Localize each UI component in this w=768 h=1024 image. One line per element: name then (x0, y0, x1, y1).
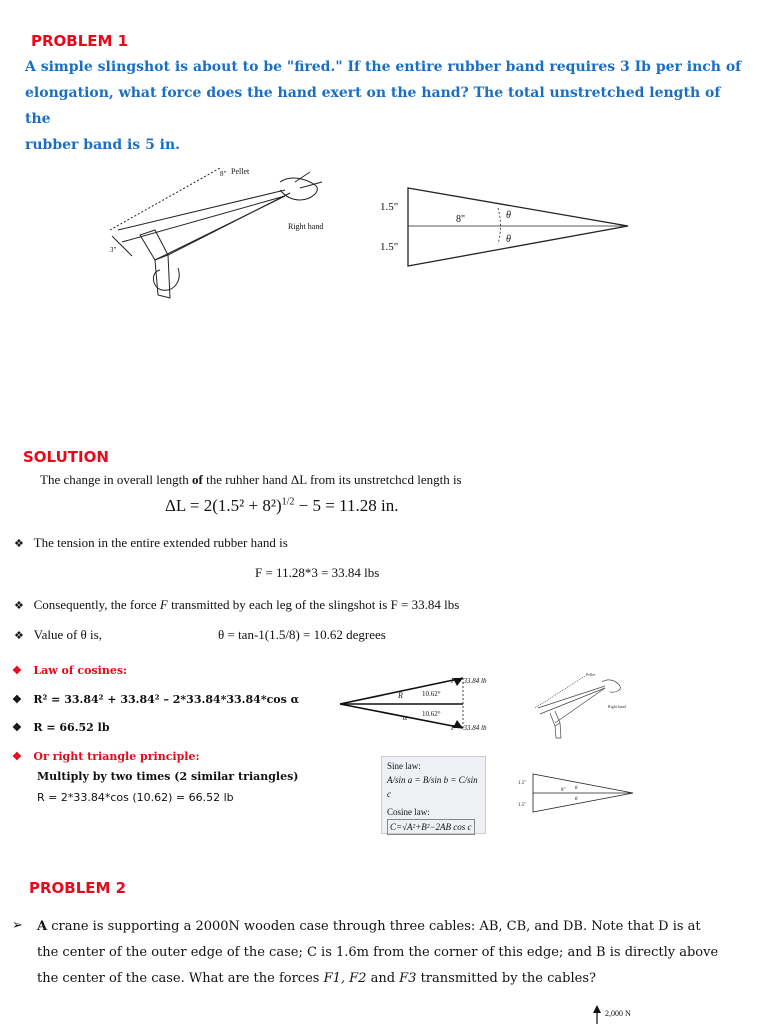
delta-lhs: ΔL = 2(1.5² + 8²) (165, 496, 282, 515)
r-value-line (12, 721, 110, 734)
band-upper-inner (122, 196, 285, 242)
force-diagram (335, 668, 515, 740)
diamond-bullet-icon: ❖ (14, 600, 24, 612)
cosine-law-title: Cosine law: (387, 807, 430, 817)
theta-line (14, 627, 102, 643)
dim-3-label: 3" (110, 246, 117, 254)
intro-text-b: the ruhher hand ΔL from its unstretchcd length is (202, 472, 462, 487)
small-tri-length: 8" (561, 788, 566, 793)
right-hand-outline (280, 178, 317, 200)
problem2-line1-text: crane is supporting a 2000N wooden case through three cables: AB, CB, and DB. Note that D is at (47, 919, 701, 934)
small-band-3 (555, 688, 605, 723)
r2-line (12, 693, 299, 706)
up-arrow-icon (593, 1005, 601, 1013)
angle-bottom-label: 10.62° (422, 710, 441, 718)
theta-top-label: θ (506, 210, 511, 221)
slingshot-figure (100, 160, 340, 305)
diamond-bullet-icon: ❖ (12, 721, 22, 734)
problem2-line3-a: the center of the case. What are the forces (37, 971, 324, 986)
solution-heading: SOLUTION (23, 448, 109, 466)
problem2-line3-f3: F3 (399, 971, 417, 986)
problem2-line3 (37, 966, 762, 992)
small-triangle-figure (513, 770, 638, 815)
load-label: 2,000 N (605, 1009, 631, 1018)
tension-line (14, 535, 288, 551)
diamond-bullet-icon: ❖ (14, 538, 24, 550)
right-hand-fingers (295, 172, 322, 188)
intro-text-a: The change in overall length (40, 472, 192, 487)
right-hand-label: Right hand (288, 222, 324, 231)
diamond-bullet-icon: ❖ (12, 750, 22, 763)
alpha-label: α (403, 713, 408, 722)
tension-formula: F = 11.28*3 = 33.84 lbs (255, 565, 380, 580)
problem1-line2: elongation, what force does the hand exert on the hand? The total unstretched length of the (25, 85, 721, 127)
problem2-text (37, 914, 762, 992)
problem2-heading: PROBLEM 2 (29, 879, 127, 897)
r-formula2: R = 2*33.84*cos (10.62) = 66.52 lb (37, 791, 234, 804)
arrow-bullet-icon: ➢ (12, 918, 23, 933)
theta-bottom-label: θ (506, 234, 511, 245)
delta-rhs: − 5 = 11.28 in. (294, 496, 399, 515)
small-dim-line (535, 676, 585, 708)
tri-top-label: 1.5" (380, 201, 399, 213)
problem2-line3-f: F1, F2 (323, 971, 367, 986)
force-bottom-label: F = 33.84 lb (451, 724, 487, 732)
r-value: R = 66.52 lb (33, 721, 110, 734)
problem2-line3-b: transmitted by the cables? (416, 971, 596, 986)
dim-8-label: 8" (220, 170, 227, 178)
small-pellet-label: Pellet (586, 672, 596, 677)
problem1-line3: rubber band is 5 in. (25, 137, 181, 153)
delta-exp: 1/2 (281, 496, 295, 508)
solution-intro (40, 472, 462, 488)
band-upper-edge (118, 190, 285, 230)
consequently-line (14, 597, 459, 613)
r2-formula: R² = 33.84² + 33.84² – 2*33.84*33.84*cos α (33, 693, 300, 706)
problem2-line3-and: and (366, 971, 400, 986)
law-cosines-label: Law of cosines: (33, 664, 128, 677)
problem2-line1-bold: A (37, 919, 48, 934)
small-fork (550, 711, 560, 726)
diamond-bullet-icon: ❖ (12, 693, 22, 706)
diamond-bullet-icon: ❖ (14, 630, 24, 642)
diamond-bullet-icon: ❖ (12, 664, 22, 677)
consequently-F: F (159, 597, 168, 612)
resultant-label: R (398, 691, 403, 700)
theta-label: Value of θ is, (33, 627, 102, 642)
small-theta-top: θ (575, 786, 578, 791)
force-top-label: F = 33.84 lb (451, 677, 487, 685)
tri-length-label: 8" (456, 214, 466, 225)
law-reference-box (381, 756, 486, 834)
slingshot-handle (155, 255, 170, 298)
problem1-line1: A simple slingshot is about to be "fired." If the entire rubber band requires 3 Ib per inch of (25, 59, 742, 75)
load-arrow-figure (592, 1004, 652, 1024)
angle-top-label: 10.62° (422, 690, 441, 698)
intro-of: of (191, 472, 203, 487)
small-band-2 (540, 688, 605, 714)
small-tri-top: 1.5" (518, 781, 527, 786)
small-right-hand-label: Right hand (608, 704, 626, 709)
right-triangle-line (12, 750, 200, 763)
delta-l-formula (165, 496, 398, 516)
tri-bottom-label: 1.5" (380, 241, 399, 253)
cosine-law-formula: C=√A²+B²−2AB cos c (387, 819, 475, 835)
triangle-figure (370, 180, 650, 275)
consequently-text-b: transmitted by each leg of the slingshot is F = 33.84 lbs (167, 597, 460, 612)
right-triangle-label: Or right triangle principle: (33, 750, 200, 763)
theta-formula: θ = tan-1(1.5/8) = 10.62 degrees (218, 627, 386, 642)
small-band-1 (538, 686, 605, 708)
sine-law-title: Sine law: (387, 761, 421, 771)
triangle-outline (408, 188, 628, 266)
pellet-label: Pellet (231, 167, 250, 176)
problem1-heading: PROBLEM 1 (31, 32, 129, 50)
problem2-line1 (37, 914, 762, 940)
multiply-line: Multiply by two times (2 similar triangles) (37, 770, 299, 783)
force-vector-bottom (340, 704, 463, 728)
sine-law-formula: A/sin a = B/sin b = C/sin c (387, 775, 478, 799)
dim-line-8 (110, 168, 220, 230)
consequently-text-a: Consequently, the force (33, 597, 160, 612)
small-tri-bottom: 1.5" (518, 803, 527, 808)
small-slingshot-figure (530, 668, 640, 740)
problem2-line2: the center of the outer edge of the case; C is 1.6m from the corner of this edge; and B is directly above (37, 945, 719, 960)
problem1-text (25, 54, 745, 158)
law-cosines-line (12, 664, 127, 677)
tension-text: The tension in the entire extended rubber hand is (33, 535, 288, 550)
small-theta-bottom: θ (575, 797, 578, 802)
